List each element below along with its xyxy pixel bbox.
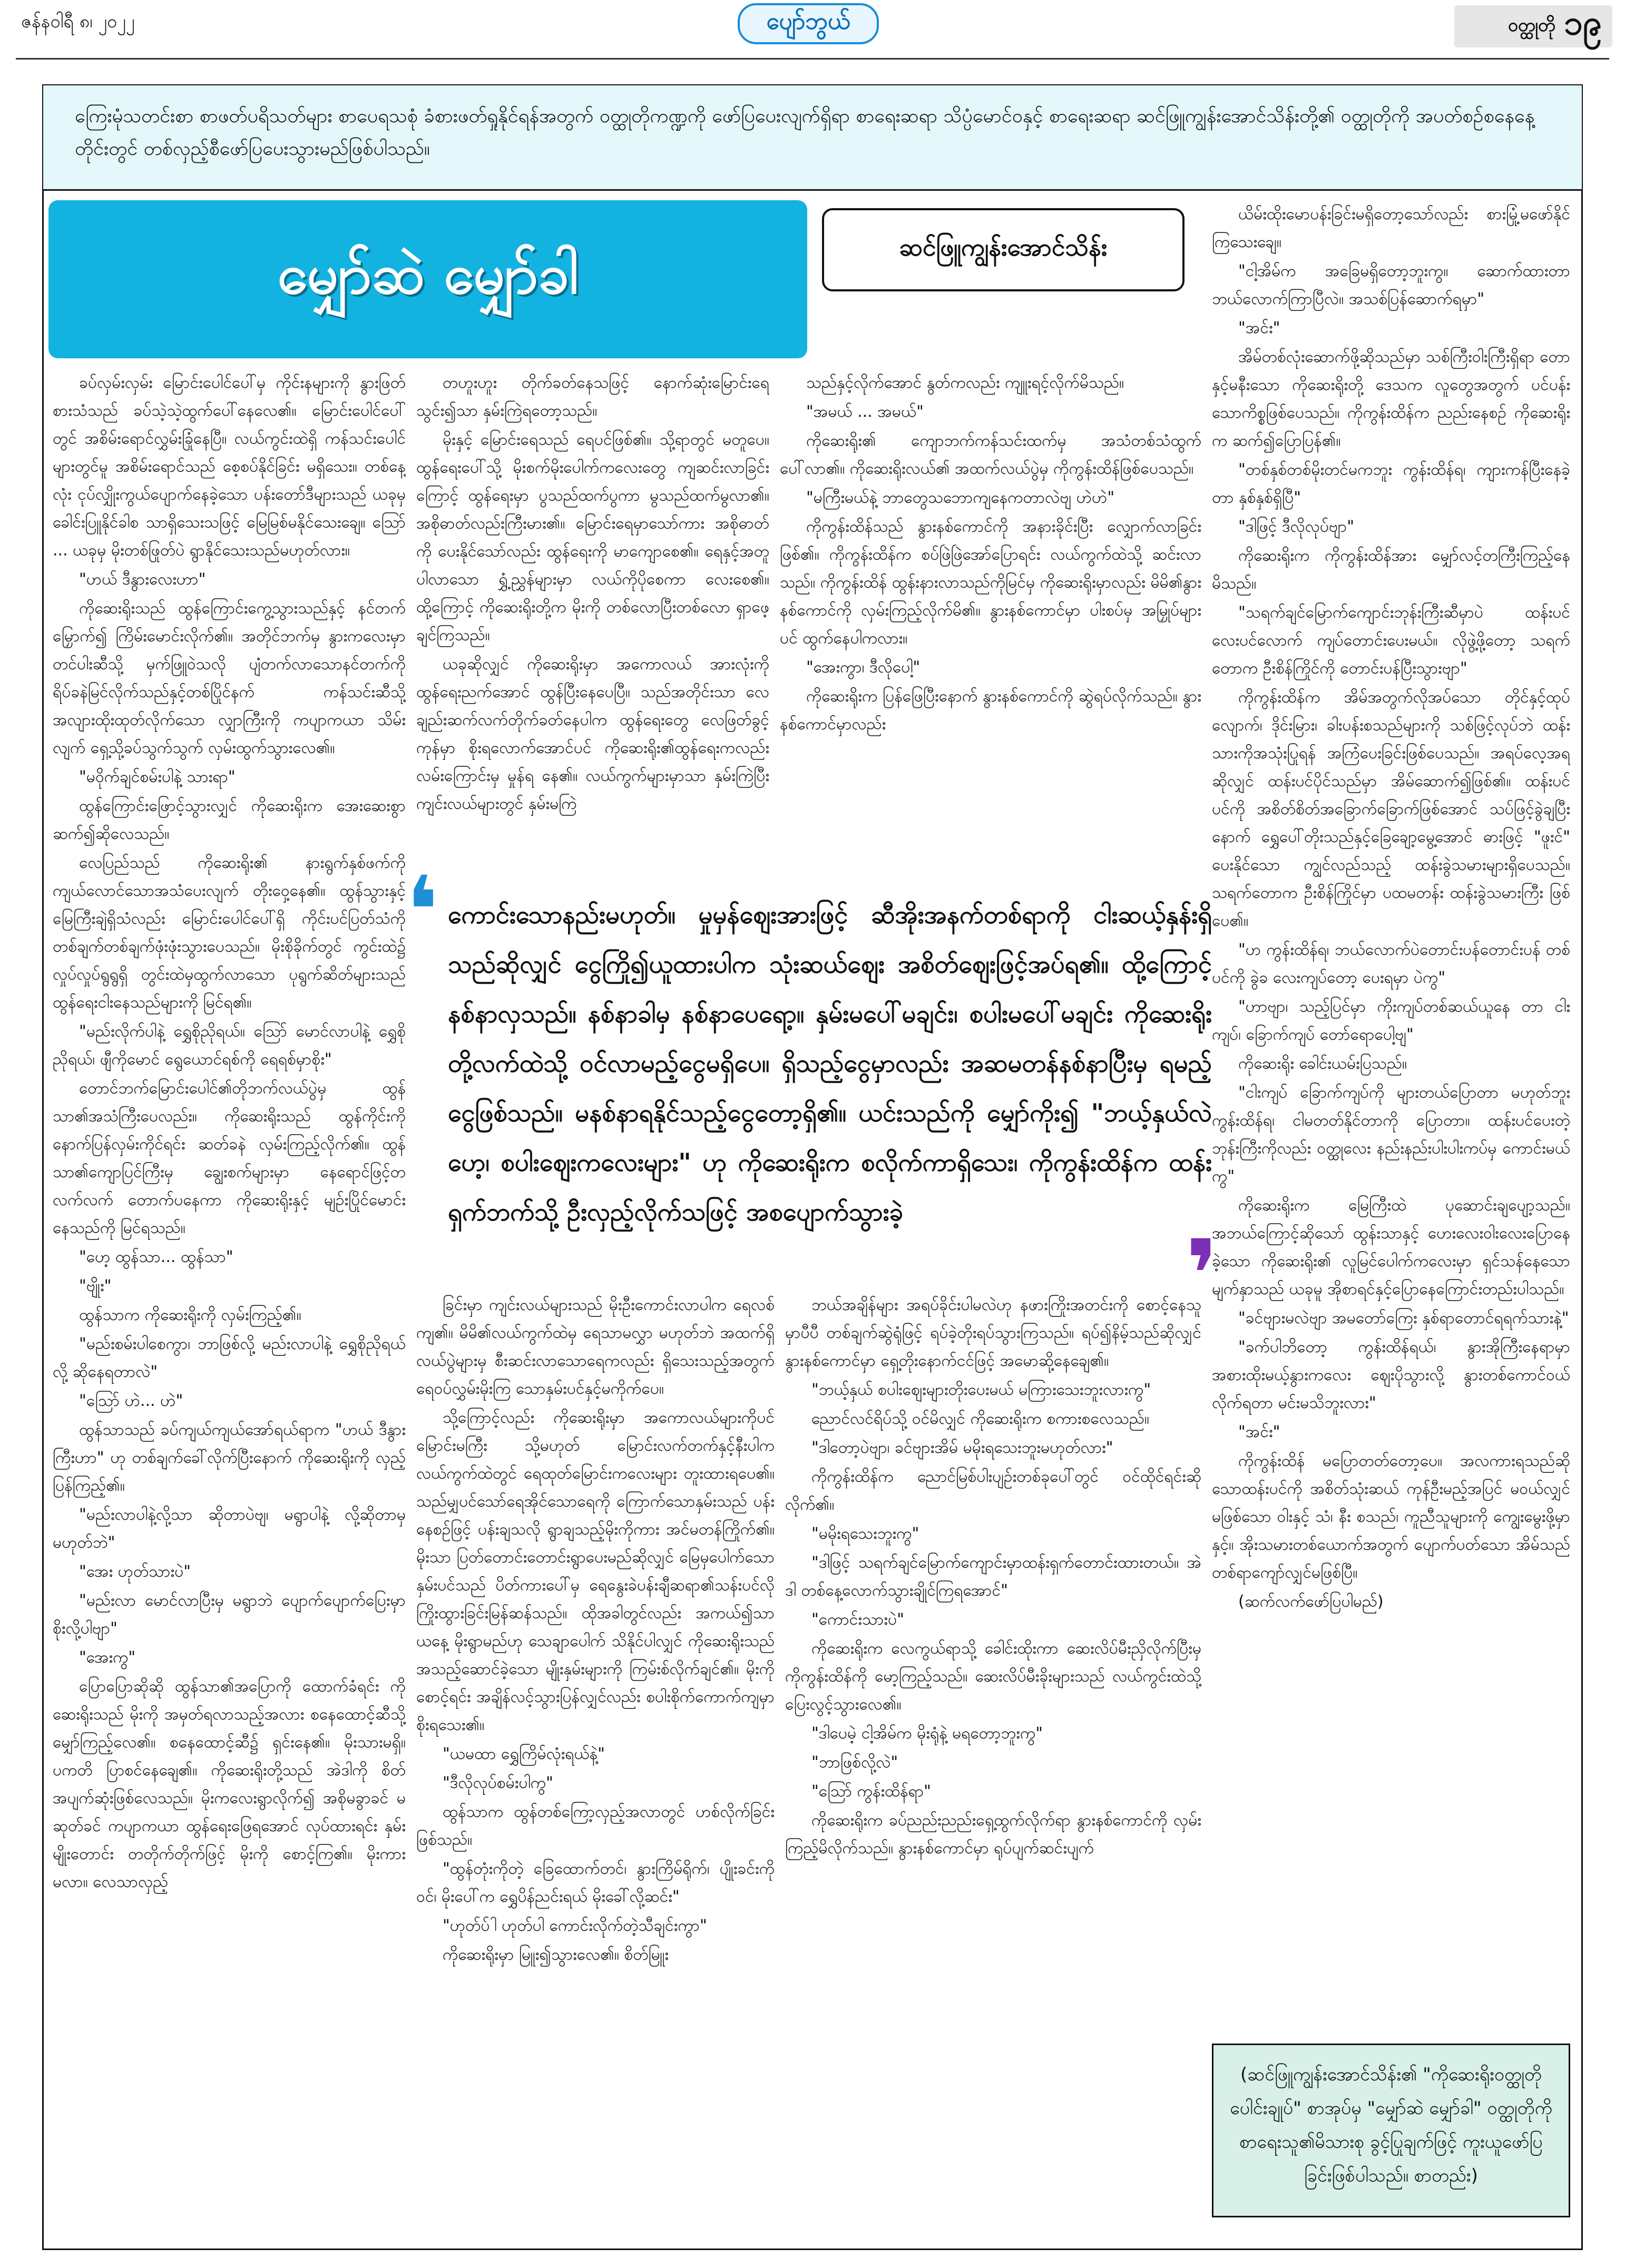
paragraph: တောင်ဘက်မြောင်းပေါင်၏တိုဘက်လယ်ပွဲမှ ထွန်သာ၏အသံကြီးပေလည်း။ ကိုဆေးရိုးသည် ထွန်ကိုင်းကို နောက်ပြန်လှမ်းကိုင်ရင်း ဆတ်ခနဲ လှမ်းကြည့်လိုက်၏။ ထွန်သာ၏ကျောပြင်ကြီးမှ ချွေးစက်များမှာ နေရောင်ဖြင့်တလက်လက် တောက်ပနေကာ ကိုဆေးရိုးနှင့် မျဉ်းပြိုင်မောင်းနေသည်ကို မြင်ရသည်။: [53, 1079, 406, 1237]
paragraph: သည်နှင့်လိုက်အောင် နွတ်ကလည်း ကျူးရင့်လိုက်မိသည်။: [806, 374, 1124, 392]
column-3-top: [780, 369, 1201, 859]
paragraph: "ခက်ပါဘိတော့ ကွန်းထိန်ရယ်၊ နွားအိုကြီးနေရာမှာ အစားထိုးမယ့်နွားကလေး ဈေးပိုသွားလို့ နွားတစ်ကောင်ဝယ်လိုက်ရတာ မင်းမသိဘူးလား": [1212, 1338, 1570, 1412]
quote-close-icon: ❜: [1186, 1220, 1219, 1330]
magazine-logo: ပျော်ဘွယ်: [738, 3, 879, 44]
paragraph: ကိုဆေးရိုးက ပြန်ဖြေပြီးနောက် နွားနစ်ကောင်ကို ဆွဲရပ်လိုက်သည်။ နွားနစ်ကောင်မှာလည်း: [780, 687, 1201, 734]
paragraph: ကိုကွန်းထိန်က အိမ်အတွက်လိုအပ်သော တိုင်နှင့်ထုပ်လျောက်၊ ဒိုင်းမြား၊ ခါးပန်းစသည်များကို သစ်ဖြင့်လုပ်ဘဲ ထန်းသားကိုအသုံးပြုရန် အကြံပေးခြင်းဖြစ်ပေသည်။ အရပ်လေ့အရဆိုလျှင် ထန်းပင်ပိုင်သည်မှာ အိမ်ဆောက်၍ဖြစ်၏။ ထန်းပင်ပင်ကို အစိတ်စိတ်အခြောက်ခြောက်ဖြစ်အောင် သပ်ဖြင့်ခွဲချပြီးနောက် ရွှေပေါ်တိုးသည်နှင့်ခြေချော့မွေ့အောင် ဓားဖြင့် "ဖူးင်" ပေးနိုင်သော ကျွင်လည်သည့် ထန်းခွဲသမားများရှိပေသည်။ သရက်တောက ဦးစိန်ကြိုင်မှာ ပထမတန်း ထန်းခွဲသမားကြီး ဖြစ်ပေ၏။: [1212, 688, 1570, 930]
story-title-banner: [48, 200, 807, 358]
paragraph: "ဒါတော့ပဲဗျာ၊ ခင်ဗျားအိမ် မမိုးရသေးဘူးမဟုတ်လား": [811, 1439, 1113, 1457]
column-4: [1212, 200, 1570, 2034]
paragraph: ထွန်သာက ကိုဆေးရိုးကို လှမ်းကြည့်၏။: [79, 1306, 301, 1324]
paragraph: ကိုဆေးရိုး၏ ကျောဘက်ကန်သင်းထက်မှ အသံတစ်သံထွက်ပေါ်လာ၏။ ကိုဆေးရိုးလယ်၏ အထက်လယ်ပွဲမှ ကိုကွန်းထိန်ဖြစ်ပေသည်။: [780, 432, 1201, 478]
credit-note: (ဆင်ဖြူကျွန်းအောင်သိန်း၏ "ကိုဆေးရိုးဝတ္ထုတိုပေါင်းချုပ်" စာအုပ်မှ "မျှော်ဆဲ မျှော်ခါ" ဝတ္ထုတိုကို စာရေးသူ၏မိသားစု ခွင့်ပြုချက်ဖြင့် ကူးယူဖော်ပြခြင်းဖြစ်ပါသည်။ စာတည်း): [1212, 2044, 1570, 2217]
paragraph: "အေး ဟုတ်သားပဲ": [79, 1562, 191, 1581]
paragraph: ကိုဆေးရိုး ခေါင်းယမ်းပြသည်။: [1238, 1054, 1407, 1073]
story-title: မျှော်ဆဲ မျှော်ခါ: [277, 242, 579, 306]
paragraph: အိမ်တစ်လုံးဆောက်ဖို့ဆိုသည်မှာ သစ်ကြီးဝါးကြီးရှိရာ တောနှင့်မနီးသော ကိုဆေးရိုးတို့ ဒေသက လူတွေအတွက် ပင်ပန်းသောကိစ္စဖြစ်ပေသည်။ ကိုကွန်းထိန်က ညည်းနေစဉ် ကိုဆေးရိုးက ဆက်၍ပြောပြန်၏။: [1212, 348, 1570, 450]
paragraph: (ဆက်လက်ဖော်ပြပါမည်): [1238, 1592, 1384, 1611]
paragraph: "ငါးကျပ် ခြောက်ကျပ်ကို များတယ်ပြောတာ မဟုတ်ဘူး ကွန်းထိန်ရ၊ ငါမတတ်နိုင်တာကို ပြောတာ။ ထန်းပင်ပေးတဲ့ဘုန်းကြီးကိုလည်း ဝတ္ထုလေး နည်းနည်းပါးပါးကပ်မှ ကောင်းမယ်ကွ": [1212, 1083, 1570, 1186]
author-byline: ဆင်ဖြူကျွန်းအောင်သိန်း: [822, 208, 1185, 291]
paragraph: ယခုဆိုလျှင် ကိုဆေးရိုးမှာ အကောလယ် အားလုံးကို ထွန်ရေးညက်အောင် ထွန်ပြီးနေပေပြီ။ သည်အတိုင်းသာ လေချည်းဆက်လက်တိုက်ခတ်နေပါက ထွန်ရေးတွေ လေဖြတ်ခွင့်ကုန်မှာ စိုးရလောက်အောင်ပင် ကိုဆေးရိုး၏ထွန်ရေးကလည်း လမ်းကြောင်းမှ မှုန်ရ နေ၏။ လယ်ကွက်များမှာသာ နှမ်းကြဲပြီး ကျင်းလယ်များတွင် နှမ်းမကြဲ: [416, 655, 769, 813]
paragraph: ညောင်လင်ရိပ်သို့ ဝင်မိလျှင် ကိုဆေးရိုးက စကားစလေသည်။: [811, 1410, 1149, 1428]
paragraph: "ဒီလိုလုပ်စမ်းပါကွ": [443, 1774, 553, 1792]
column-2-bottom: [416, 1291, 775, 2240]
paragraph: တဟူးဟူး တိုက်ခတ်နေသဖြင့် နောက်ဆုံးမြောင်းရေသွင်း၍သာ နှမ်းကြဲရတော့သည်။: [416, 374, 769, 420]
issue-date: ဇန်နဝါရီ ၈၊ ၂၀၂၂: [21, 11, 135, 32]
paragraph: ကိုကွန်းထိန် မပြောတတ်တော့ပေ။ အလကားရသည်ဆိုသောထန်းပင်ကို အစိတ်သုံးဆယ် ကုန်ဦးမည့်အပြင် မဝယ်လျှင်မဖြစ်သော ဝါးနှင့် သံ၊ နီး စသည်၊ ကူညီသူများကို ကျွေးမွေးဖို့မှာနှင့်။ အိုးသမားတစ်ယောက်အတွက် ပျောက်ပတ်သော အိမ်သည် တစ်ရာကျော်လျှင်မဖြစ်ပြီ။: [1212, 1452, 1570, 1582]
paragraph: "အေးကွ": [79, 1648, 136, 1667]
paragraph: "မဝိုက်ချင်စမ်းပါနဲ့ သားရာ": [79, 768, 236, 786]
paragraph: "ဟေ့ ထွန်သာ... ထွန်သာ": [79, 1248, 233, 1266]
paragraph: "ဒါဖြင့် သရက်ချင်မြောက်ကျောင်းမှာထန်းရှက်တောင်းထားတယ်။ အဲဒါ တစ်နေ့လောက်သွားချိုင်ကြရအောင်": [785, 1553, 1201, 1600]
paragraph: ကိုဆေးရိုးမှာ မြူး၍သွားလေ၏။ စိတ်မြူး: [443, 1946, 669, 1964]
column-2-top: [416, 369, 769, 859]
quote-open-icon: ❛: [406, 856, 439, 966]
paragraph: ထွန်သာက ထွန်တစ်ကြော့လှည့်အလာတွင် ဟစ်လိုက်ခြင်းဖြစ်သည်။: [416, 1803, 775, 1849]
paragraph: "ဟ ကွန်းထိန်ရ၊ ဘယ်လောက်ပဲတောင်းပန်တောင်းပန် တစ်ပင်ကို ခွဲခ လေးကျပ်တော့ ပေးရမှာ ပဲကွ": [1212, 941, 1570, 987]
paragraph: "ငါ့အိမ်က အခြေမရှိတော့ဘူးကွ။ ဆောက်ထားတာ ဘယ်လောက်ကြာပြီလဲ။ အသစ်ပြန်ဆောက်ရမှာ": [1212, 262, 1570, 308]
paragraph: "ဟာဗျာ၊ သည့်ပြင်မှာ ကိုးကျပ်တစ်ဆယ်ယူနေ တာ ငါးကျပ်၊ ခြောက်ကျပ် တော်ရောပေါ့ဗျ": [1212, 998, 1570, 1044]
intro-note: ကြေးမုံသတင်းစာ စာဖတ်ပရိသတ်များ စာပေရသစုံ ခံစားဖတ်ရှုနိုင်ရန်အတွက် ဝတ္ထုတိုကဏ္ဍကို ဖော်ပြပေးလျက်ရှိရာ စာရေးဆရာ သိပ္ပံမောင်ဝနှင့် စာရေးဆရာ ဆင်ဖြူကျွန်းအောင်သိန်းတို့၏ ဝတ္ထုတိုကို အပတ်စဉ်စနေနေ့တိုင်းတွင် တစ်လှည့်စီဖော်ပြပေးသွားမည်ဖြစ်ပါသည်။: [43, 85, 1582, 191]
paragraph: "အမယ် ... အမယ်": [806, 403, 924, 421]
paragraph: "မည်းလာပါနဲ့လို့သာ ဆိုတာပဲဗျ၊ မရွာပါနဲ့ လို့ဆိုတာမှ မဟုတ်ဘဲ": [53, 1506, 406, 1552]
paragraph: ကိုဆေးရိုးသည် ထွန်ကြောင်းကွေ့သွားသည်နှင့် နင်တက်မြှောက်၍ ကြိမ်းမောင်းလိုက်၏။ အတိုင်ဘက်မှ နွားကလေးမှာ တင်ပါးဆီသို့ မှက်ဖြူဝဲသလို ပျံတက်လာသောနင်တက်ကို ရိပ်ခနဲမြင်လိုက်သည်နှင့်တစ်ပြိုင်နက် ကန်သင်းဆီသို့ အလျားထိုးထုတ်လိုက်သော လျှာကြီးကို ကပျာကယာ သိမ်းလျက် ရှေ့သို့ခပ်သွက်သွက် လှမ်းထွက်သွားလေ၏။: [53, 599, 406, 757]
paragraph: "ခင်ဗျားမလဲဗျာ အမတော်ကြေး နှစ်ရာတောင်ရရက်သားနဲ့": [1238, 1309, 1569, 1327]
paragraph: "ထွန်တုံးကိုတဲ့ ခြေထောက်တင်၊ နွားကြိမ်ရိုက်၊ ပျိုးခင်းကိုဝင်၊ မိုးပေါ်က ရွှေပိန်ညင်းရယ် မိုးခေါ်လို့ဆင်း": [416, 1860, 775, 1906]
column-1: [53, 369, 406, 2240]
column-3-bottom: [785, 1291, 1201, 2240]
paragraph: "ဩော် ဟဲ... ဟဲ": [79, 1392, 183, 1410]
paragraph: မိုးနှင့် မြောင်းရေသည် ရေပင်ဖြစ်၏။ သို့ရာတွင် မတူပေ။ ထွန်ရေးပေါ်သို့ မိုးစက်မိုးပေါက်ကလေးတွေ ကျဆင်းလာခြင်းကြောင့် ထွန်ရေးမှာ ပွသည်ထက်ပွကာ မွသည်ထက်မွလာ၏။ အစိုဓာတ်လည်းကြီးမား၏။ မြောင်းရေမှာသော်ကား အစိုဓာတ်ကို ပေးနိုင်သော်လည်း ထွန်ရေးကို မာကျောစေ၏။ ရေနှင့်အတူပါလာသော ရွှံ့ညွှန်များမှာ လယ်ကိုပိုစေကာ လေးစေ၏။ ထို့ကြောင့် ကိုဆေးရိုးတို့က မိုးကို တစ်လောပြီးတစ်လော ရှာဖေ့ချင်ကြသည်။: [416, 431, 769, 644]
paragraph: "အင်း": [1238, 319, 1280, 337]
paragraph: ယိမ်းထိုးမောပန်းခြင်းမရှိတော့သော်လည်း စားမြုံ့မဖော်နိုင်ကြသေးချေ။: [1212, 205, 1570, 251]
paragraph: "မည်းလာ မောင်လာပြီးမှ မရွာဘဲ ပျောက်ပျောက်ပြေးမှာစိုးလို့ပါဗျာ": [53, 1591, 406, 1638]
header-rule: [16, 58, 1609, 60]
paragraph: "ဟုတ်ပ်ါ ဟုတ်ပါ ကောင်းလိုက်တဲ့သီချင်းကွာ": [443, 1917, 707, 1935]
paragraph: "မည်းစမ်းပါစေကွာ၊ ဘာဖြစ်လို့ မည်းလာပါနဲ့ ရွှေစိုညိုရယ်လို့ ဆိုနေရတာလဲ": [53, 1335, 406, 1381]
paragraph: "မမိုးရသေးဘူးကွ": [811, 1524, 919, 1543]
paragraph: ဘယ်အချိန်များ အရပ်ခိုင်းပါမလဲဟု နဖားကြိုးအတင်းကို စောင့်နေသူမှာပီပီ တစ်ချက်ဆွဲရုံဖြင့် ရပ်ခဲ့တိုးရပ်သွားကြသည်။ ရပ်၍နိမ့်သည်ဆိုလျှင် နွားနစ်ကောင်မှာ ရှေ့တိုးနောက်ငင်ဖြင့် အမောဆို့နေချေ၏။: [785, 1296, 1201, 1370]
paragraph: ခပ်လှမ်းလှမ်း မြောင်းပေါင်ပေါ်မှ ကိုင်းနများကို နွားဖြတ်စားသံသည် ခပ်သဲ့သဲ့ထွက်ပေါ်နေလေ၏။ မြောင်းပေါင်ပေါ်တွင် အစိမ်းရောင်လွှမ်းခြုံနေပြီ။ လယ်ကွင်းထဲရှိ ကန်သင်းပေါင်များတွင်မူ အစိမ်းရောင်သည် စေ့စပ်နိုင်ခြင်း မရှိသေး။ တစ်နေ့လုံး ငုပ်လျှိုးကွယ်ပျောက်နေခဲ့သော ပန်းတော်ဒီများသည် ယခုမှ ခေါင်းပြူနိုင်ခါစ သာရှိသေးသဖြင့် မြေမြစ်မနိုင်သေးချေ။ ဩော် ... ယခုမှ မိုးတစ်ဖြုတ်ပဲ ရွာနိုင်သေးသည်မဟုတ်လား။: [53, 374, 406, 560]
paragraph: ခြင်းမှာ ကျင်းလယ်များသည် မိုးဦးကောင်းလာပါက ရေလစ်ကျ၏။ မိမိ၏လယ်ကွက်ထဲမှ ရေသာမလွှာ မဟုတ်ဘဲ အထက်ရှိလယ်ပွဲများမှ စီးဆင်းလာသောရေကလည်း ရှိသေးသည့်အတွက် ရေဝပ်လွှမ်းမိုးကြ သောနှမ်းပင်နှင့်မကိုက်ပေ။: [416, 1296, 775, 1398]
paragraph: "တစ်နှစ်တစ်မိုးတင်မကဘူး ကွန်းထိန်ရ၊ ကျားကန်ပြီးနေခဲ့တာ နှစ်နှစ်ရှိပြီ": [1212, 461, 1570, 507]
paragraph: ပြောပြောဆိုဆို ထွန်သာ၏အပြောကို ထောက်ခံရင်း ကိုဆေးရိုးသည် မိုးကို အမှတ်ရလာသည့်အလား စနေထောင့်ဆီသို့ မျှော်ကြည့်လေ၏။ စနေထောင့်ဆီ၌ ရှင်းနေ၏။ မိုးသားမရှိ။ ပကတိ ပြာစင်နေချေ၏။ ကိုဆေးရိုးတို့သည် အဲဒါကို စိတ်အပျက်ဆုံးဖြစ်လေသည်။ မိုးကလေးရွာလိုက်၍ အစိုမခွာခင် မဆုတ်ခင် ကပျာကယာ ထွန်ရေးဖြေရအောင် လုပ်ထားရင်း နှမ်းမျိုးတောင်း တတိုက်တိုက်ဖြင့် မိုးကို စောင့်ကြ၏။ မိုးကား မလာ။ လေသာလှည့်: [53, 1677, 406, 1891]
section-label: ဝတ္ထုတို: [1507, 14, 1555, 36]
paragraph: ကိုကွန်းထိန်က ညောင်မြစ်ပါးပျဉ်းတစ်ခုပေါ်တွင် ဝင်ထိုင်ရင်းဆိုလိုက်၏။: [785, 1468, 1201, 1514]
paragraph: သို့ကြောင့်လည်း ကိုဆေးရိုးမှာ အကောလယ်များကိုပင် မြောင်းမကြီး သို့မဟုတ် မြောင်းလက်တက်နှင့်နီးပါက လယ်ကွက်ထဲတွင် ရေထုတ်မြောင်းကလေးများ တူးထားရပေ၏။ သည်မျှပင်သော်ရေအိုင်သောရေကို ကြောက်သောနှမ်းသည် ပန်းနေစဉ်ဖြင့် ပန်းချသလို ရွာချသည့်မိုးကိုကား အင်မတန်ကြိုက်၏။ မိုးသာ ပြတ်တောင်းတောင်းရွာပေးမည်ဆိုလျှင် မြေမှပေါက်သောနှမ်းပင်သည် ပိတ်ကားပေါ်မှ ရေနွေးခဲပန်းချီဆရာ၏သန်းပင်လို ကြိုးထွားခြင်းမြန်ဆန်သည်။ ထိုအခါတွင်လည်း အကယ်၍သာ ယနေ့ မိုးရွာမည်ဟု သေချာပေါက် သိနိုင်ပါလျှင် ကိုဆေးရိုးသည် အသည့်ဆောင်ခဲ့သော မျိုးနှမ်းများကို ကြမ်းစ်လိုက်ချင်၏။ မိုးကိုစောင့်ရင်း အချိန်လင့်သွားပြန်လျှင်လည်း စပါးစိုက်ကောက်ကျမှာစိုးရသေး၏။: [416, 1409, 775, 1734]
paragraph: လေပြည်သည် ကိုဆေးရိုး၏ နားရွက်နှစ်ဖက်ကို ကျယ်လောင်သောအသံပေးလျက် တိုးဝှေ့နေ၏။ ထွန်သွားနှင့် မြေကြီးချဲရှိသံလည်း မြောင်းပေါင်ပေါ်ရှိ ကိုင်းပင်ပြတ်သံကို တစ်ချက်တစ်ချက်ဖုံးဖုံးသွားပေသည်။ မိုးစိုခိုက်တွင် ကွင်းထဲ၌ လှုပ်လှုပ်ရွရွရှိ တွင်းထဲမှထွက်လာသော ပုရွက်ဆိတ်များသည် ထွန်ရေးငါးနေသည်များကို မြင်ရ၏။: [53, 854, 406, 1012]
paragraph: "မည်းလိုက်ပါနဲ့ ရွှေစိုညိုရယ်။ ဩော် မောင်လာပါနဲ့ ရွှေစိုညိုရယ်၊ ဖျီကိုမောင် ရွေယောင်ရစ်ကို ရေရစ်မှာစိုး": [53, 1022, 406, 1069]
pull-quote: ကောင်းသောနည်းမဟုတ်။ မှုမှန်ဈေးအားဖြင့် ဆီအိုးအနက်တစ်ရာကို ငါးဆယ့်နှန်းရှိသည်ဆိုလျှင် ငွေကြို၍ယူထားပါက သုံးဆယ်ဈေး အစိတ်ဈေးဖြင့်အပ်ရ၏။ ထို့ကြောင့် နစ်နာလှသည်။ နစ်နာခါမှ နစ်နာပေရော့။ နှမ်းမပေါ်မချင်း၊ စပါးမပေါ်မချင်း ကိုဆေးရိုးတို့လက်ထဲသို့ ဝင်လာမည့်ငွေမရှိပေ။ ရှိသည့်ငွေမှာလည်း အဆမတန်နစ်နာပြီးမှ ရမည့်ငွေဖြစ်သည်။ မနစ်နာရနိုင်သည့်ငွေတော့ရှိ၏။ ယင်းသည်ကို မျှော်ကိုး၍ "ဘယ့်နှယ်လဲဟေ့၊ စပါးဈေးကလေးများ" ဟု ကိုဆေးရိုးက စလိုက်ကာရှိသေး၊ ကိုကွန်းထိန်က ထန်းရှက်ဘက်သို့ ဦးလှည့်လိုက်သဖြင့် အစပျောက်သွားခဲ့: [448, 901, 1212, 1227]
paragraph: "ယမထာ ရွှေကြိမ်လုံးရယ်နဲ့": [443, 1745, 605, 1763]
paragraph: "ကောင်းသားပဲ": [811, 1610, 904, 1629]
paragraph: "ဘာဖြစ်လို့လဲ": [811, 1753, 898, 1772]
paragraph: ကိုဆေးရိုးက လေကွယ်ရာသို့ ခေါင်းထိုးကာ ဆေးလိပ်မီးညှိလိုက်ပြီးမှ ကိုကွန်းထိန်ကို မော့ကြည့်သည်။ ဆေးလိပ်မီးခိုးများသည် လယ်ကွင်းထဲသို့ ပြေးလွင့်သွားလေ၏။: [785, 1639, 1201, 1714]
paragraph: ကိုဆေးရိုးက ကိုကွန်းထိန်အား မျှော်လင့်တကြီးကြည့်နေမိသည်။: [1212, 546, 1570, 593]
paragraph: "ဒါဖြင့် ဒီလိုလုပ်ဗျာ": [1238, 517, 1355, 536]
paragraph: "ဩော် ကွန်းထိန်ရာ": [811, 1782, 931, 1801]
paragraph: "ဗျိုး": [79, 1277, 112, 1295]
section-tab: [1454, 5, 1612, 47]
paragraph: "အင်း": [1238, 1423, 1280, 1441]
paragraph: ကိုကွန်းထိန်သည် နွားနစ်ကောင်ကို အနားခိုင်းပြီး လျှောက်လာခြင်းဖြစ်၏။ ကိုကွန်းထိန်က စပ်ဖြဲဖြဲအော်ပြောရင်း လယ်ကွက်ထဲသို့ ဆင်းလာသည်။ ကိုကွန်းထိန် ထွန်းနားလာသည်ကိုမြင်မှ ကိုဆေးရိုးမှာလည်း မိမိ၏နွားနစ်ကောင်ကို လှမ်းကြည့်လိုက်မိ၏။ နွားနစ်ကောင်မှာ ပါးစပ်မှ အမြှုပ်များပင် ထွက်နေပါကလား။: [780, 517, 1201, 648]
paragraph: "ဘယ့်နှယ် စပါးဈေးများတိုးပေးမယ် မကြားသေးဘူးလားကွ": [811, 1381, 1151, 1399]
page-number: ၁၉: [1564, 4, 1602, 43]
paragraph: ကိုဆေးရိုးက မြေကြီးထဲ ပုဆောင်းချပျော့သည်။ အဘယ်ကြောင့်ဆိုသော် ထွန်းသာနှင့် ဟေးလေးဝါးလေးပြောနေခဲ့သော ကိုဆေးရိုး၏ လူမြင်ပေါက်ကလေးမှာ ရှင်သန်နေသော မျက်နှာသည် ယခုမူ အိုစာရင်နှင့်ပြောနေကြောင်းတည်းပါသည်။: [1212, 1196, 1570, 1298]
paragraph: ထွန်သာသည် ခပ်ကျယ်ကျယ်အော်ရယ်ရာက "ဟယ် ဒီနွားကြီးဟာ" ဟု တစ်ချက်ခေါ်လိုက်ပြီးနောက် ကိုဆေးရိုးကို လှည့်ပြန်ကြည့်၏။: [53, 1421, 406, 1495]
paragraph: "ဒါပေမဲ့ ငါ့အိမ်က မိုးရုံနဲ့ မရတော့ဘူးကွ": [811, 1724, 1043, 1743]
paragraph: "အေးကွာ၊ ဒီလိုပေါ့": [806, 658, 921, 677]
paragraph: ကိုဆေးရိုးက ခပ်ညည်းညည်းရှေ့ထွက်လိုက်ရာ နွားနစ်ကောင်ကို လှမ်းကြည့်မိလိုက်သည်။ နွားနစ်ကောင်မှာ ရုပ်ပျက်ဆင်းပျက်: [785, 1811, 1201, 1858]
paragraph: ထွန်ကြောင်းဖြောင့်သွားလျှင် ကိုဆေးရိုးက အေးဆေးစွာ ဆက်၍ဆိုလေသည်။: [53, 797, 406, 843]
paragraph: "မကြီးမယ်နဲ့ ဘာတွေသဘောကျနေကတာလဲဗျ ဟဲဟဲ": [806, 488, 1115, 507]
paragraph: "ဟယ် ဒီနွားလေးဟာ": [79, 570, 206, 589]
paragraph: "သရက်ချင်မြောက်ကျောင်းဘုန်းကြီးဆီမှာပဲ ထန်းပင်လေးပင်လောက် ကျပ်တောင်းပေးမယ်။ လိုဖွဲ့ဖို့တော့ သရက်တောက ဦးစိန်ကြိုင်ကို တောင်းပန်ပြီးသွားဗျာ": [1212, 603, 1570, 678]
